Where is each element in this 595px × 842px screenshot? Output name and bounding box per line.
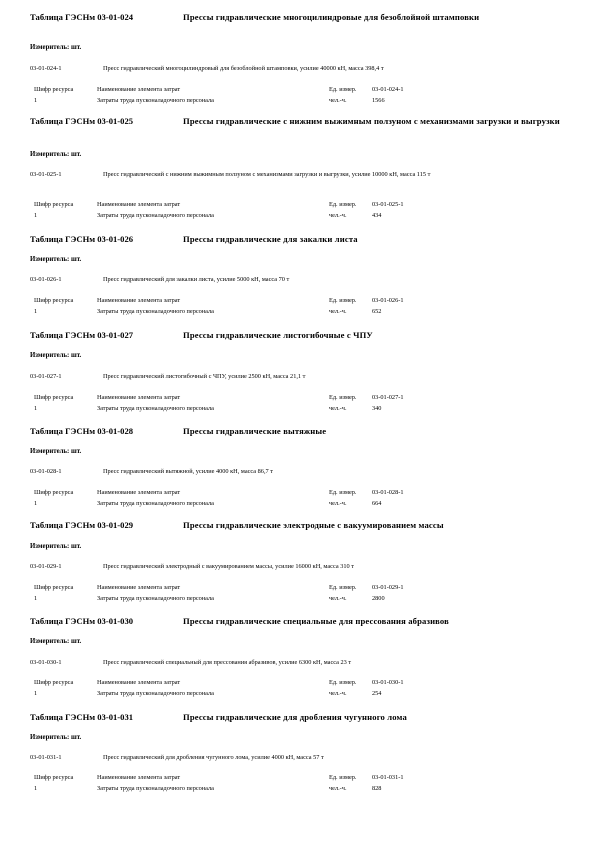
section-heading xyxy=(30,330,575,344)
table-cell: Затраты труда пусконаладочного персонала xyxy=(97,595,214,602)
norm-code: 03-01-024-1 xyxy=(30,65,62,72)
table-title: Прессы гидравлические листогибочные с ЧПУ xyxy=(183,330,373,340)
table-code: Таблица ГЭСНм 03-01-024 xyxy=(30,12,134,22)
table-code: Таблица ГЭСНм 03-01-030 xyxy=(30,616,134,626)
column-header: Ед. измер. xyxy=(329,86,357,93)
table-cell: 434 xyxy=(372,212,382,219)
unit-label: Измеритель: шт. xyxy=(30,256,82,263)
resource-table xyxy=(30,394,575,416)
table-header-row xyxy=(30,297,575,308)
table-cell: 1 xyxy=(34,500,38,507)
table-cell: Затраты труда пусконаладочного персонала xyxy=(97,212,214,219)
column-header: Шифр ресурса xyxy=(34,774,74,781)
column-header: Наименование элемента затрат xyxy=(97,584,181,591)
table-cell: 1 xyxy=(34,97,38,104)
column-header: Наименование элемента затрат xyxy=(97,394,181,401)
table-row xyxy=(30,212,575,223)
norm-text: Пресс гидравлический специальный для прессования абразивов, усилие 6300 кН, масса 23 т xyxy=(103,659,352,666)
table-title: Прессы гидравлические электродные с вакуумированием массы xyxy=(183,520,444,530)
column-header: Ед. измер. xyxy=(329,201,357,208)
table-row xyxy=(30,785,575,796)
norm-section xyxy=(30,616,575,697)
norm-code: 03-01-031-1 xyxy=(30,754,62,761)
table-cell: чел.-ч. xyxy=(329,500,347,507)
column-header: Ед. измер. xyxy=(329,489,357,496)
norm-text: Пресс гидравлический для дробления чугунного лома, усилие 4000 кН, масса 57 т xyxy=(103,754,324,761)
unit-label: Измеритель: шт. xyxy=(30,44,82,51)
table-cell: 254 xyxy=(372,690,382,697)
norm-text: Пресс гидравлический многоцилиндровый для безоблойной штамповки, усилие 40000 кН, масса 398,4 т xyxy=(103,65,384,72)
column-header: 03-01-030-1 xyxy=(372,679,404,686)
unit-label: Измеритель: шт. xyxy=(30,151,82,158)
norm-code: 03-01-025-1 xyxy=(30,171,62,178)
norm-code: 03-01-028-1 xyxy=(30,468,62,475)
table-title: Прессы гидравлические для дробления чугунного лома xyxy=(183,712,407,722)
table-cell: 828 xyxy=(372,785,382,792)
column-header: Наименование элемента затрат xyxy=(97,489,181,496)
table-cell: 1 xyxy=(34,595,38,602)
table-row xyxy=(30,97,575,108)
table-cell: чел.-ч. xyxy=(329,690,347,697)
column-header: Наименование элемента затрат xyxy=(97,679,181,686)
table-row xyxy=(30,500,575,511)
resource-table xyxy=(30,584,575,606)
section-heading xyxy=(30,426,575,440)
norm-section xyxy=(30,712,575,792)
table-header-row xyxy=(30,489,575,500)
unit-label: Измеритель: шт. xyxy=(30,543,82,550)
norm-section xyxy=(30,330,575,412)
table-cell: 652 xyxy=(372,308,382,315)
table-title: Прессы гидравлические с нижним выжимным ползуном с механизмами загрузки и выгрузки xyxy=(183,116,560,126)
section-heading xyxy=(30,116,575,130)
table-row xyxy=(30,405,575,416)
table-cell: 1 xyxy=(34,785,38,792)
column-header: Шифр ресурса xyxy=(34,86,74,93)
norm-text: Пресс гидравлический электродный с вакуумированием массы, усилие 16000 кН, масса 310 т xyxy=(103,563,354,570)
table-header-row xyxy=(30,774,575,785)
column-header: Ед. измер. xyxy=(329,679,357,686)
table-title: Прессы гидравлические для закалки листа xyxy=(183,234,358,244)
column-header: Ед. измер. xyxy=(329,297,357,304)
table-cell: чел.-ч. xyxy=(329,212,347,219)
norm-section xyxy=(30,426,575,507)
table-cell: Затраты труда пусконаладочного персонала xyxy=(97,690,214,697)
unit-label: Измеритель: шт. xyxy=(30,734,82,741)
column-header: Шифр ресурса xyxy=(34,489,74,496)
table-cell: Затраты труда пусконаладочного персонала xyxy=(97,500,214,507)
column-header: 03-01-026-1 xyxy=(372,297,404,304)
table-cell: 1 xyxy=(34,405,38,412)
table-cell: чел.-ч. xyxy=(329,405,347,412)
unit-label: Измеритель: шт. xyxy=(30,638,82,645)
table-cell: Затраты труда пусконаладочного персонала xyxy=(97,785,214,792)
norm-text: Пресс гидравлический листогибочный с ЧПУ, усилие 2500 кН, масса 21,1 т xyxy=(103,373,306,380)
section-heading xyxy=(30,712,575,726)
column-header: 03-01-024-1 xyxy=(372,86,404,93)
table-code: Таблица ГЭСНм 03-01-028 xyxy=(30,426,134,436)
column-header: Наименование элемента затрат xyxy=(97,201,181,208)
table-header-row xyxy=(30,201,575,212)
norm-section xyxy=(30,234,575,315)
table-title: Прессы гидравлические многоцилиндровые для безоблойной штамповки xyxy=(183,12,480,22)
norm-code: 03-01-027-1 xyxy=(30,373,62,380)
table-cell: 1566 xyxy=(372,97,385,104)
table-row xyxy=(30,690,575,701)
table-header-row xyxy=(30,86,575,97)
norm-text: Пресс гидравлический для закалки листа, усилие 5000 кН, масса 70 т xyxy=(103,276,290,283)
table-cell: Затраты труда пусконаладочного персонала xyxy=(97,308,214,315)
section-heading xyxy=(30,234,575,248)
table-cell: чел.-ч. xyxy=(329,595,347,602)
column-header: 03-01-029-1 xyxy=(372,584,404,591)
column-header: Шифр ресурса xyxy=(34,201,74,208)
table-code: Таблица ГЭСНм 03-01-029 xyxy=(30,520,134,530)
table-cell: Затраты труда пусконаладочного персонала xyxy=(97,405,214,412)
table-cell: Затраты труда пусконаладочного персонала xyxy=(97,97,214,104)
norm-code: 03-01-026-1 xyxy=(30,276,62,283)
norm-text: Пресс гидравлический с нижним выжимным ползуном с механизмами загрузки и выгрузки, усилие 10000 кН, масса 115 т xyxy=(103,171,431,178)
table-code: Таблица ГЭСНм 03-01-031 xyxy=(30,712,134,722)
table-header-row xyxy=(30,394,575,405)
table-code: Таблица ГЭСНм 03-01-025 xyxy=(30,116,134,126)
norm-code: 03-01-030-1 xyxy=(30,659,62,666)
resource-table xyxy=(30,201,575,223)
norm-text: Пресс гидравлический вытяжной, усилие 4000 кН, масса 86,7 т xyxy=(103,468,273,475)
column-header: Ед. измер. xyxy=(329,394,357,401)
table-code: Таблица ГЭСНм 03-01-026 xyxy=(30,234,134,244)
table-title: Прессы гидравлические вытяжные xyxy=(183,426,327,436)
column-header: 03-01-025-1 xyxy=(372,201,404,208)
section-heading xyxy=(30,616,575,630)
column-header: Шифр ресурса xyxy=(34,679,74,686)
column-header: 03-01-027-1 xyxy=(372,394,404,401)
column-header: Наименование элемента затрат xyxy=(97,297,181,304)
table-cell: чел.-ч. xyxy=(329,97,347,104)
table-cell: 1 xyxy=(34,212,38,219)
table-cell: 1 xyxy=(34,690,38,697)
norm-section xyxy=(30,12,575,104)
table-cell: 2800 xyxy=(372,595,385,602)
column-header: 03-01-028-1 xyxy=(372,489,404,496)
column-header: Наименование элемента затрат xyxy=(97,774,181,781)
norm-section xyxy=(30,116,575,219)
column-header: Наименование элемента затрат xyxy=(97,86,181,93)
column-header: 03-01-031-1 xyxy=(372,774,404,781)
table-row xyxy=(30,308,575,319)
column-header: Шифр ресурса xyxy=(34,394,74,401)
table-cell: 1 xyxy=(34,308,38,315)
norm-code: 03-01-029-1 xyxy=(30,563,62,570)
resource-table xyxy=(30,86,575,108)
table-cell: чел.-ч. xyxy=(329,308,347,315)
resource-table xyxy=(30,297,575,319)
table-cell: 664 xyxy=(372,500,382,507)
table-header-row xyxy=(30,584,575,595)
table-code: Таблица ГЭСНм 03-01-027 xyxy=(30,330,134,340)
column-header: Ед. измер. xyxy=(329,774,357,781)
table-cell: 340 xyxy=(372,405,382,412)
table-title: Прессы гидравлические специальные для прессования абразивов xyxy=(183,616,449,626)
section-heading xyxy=(30,520,575,534)
unit-label: Измеритель: шт. xyxy=(30,352,82,359)
table-cell: чел.-ч. xyxy=(329,785,347,792)
column-header: Шифр ресурса xyxy=(34,584,74,591)
norm-section xyxy=(30,520,575,602)
column-header: Ед. измер. xyxy=(329,584,357,591)
unit-label: Измеритель: шт. xyxy=(30,448,82,455)
resource-table xyxy=(30,489,575,511)
resource-table xyxy=(30,774,575,796)
table-row xyxy=(30,595,575,606)
table-header-row xyxy=(30,679,575,690)
column-header: Шифр ресурса xyxy=(34,297,74,304)
resource-table xyxy=(30,679,575,701)
section-heading xyxy=(30,12,575,26)
